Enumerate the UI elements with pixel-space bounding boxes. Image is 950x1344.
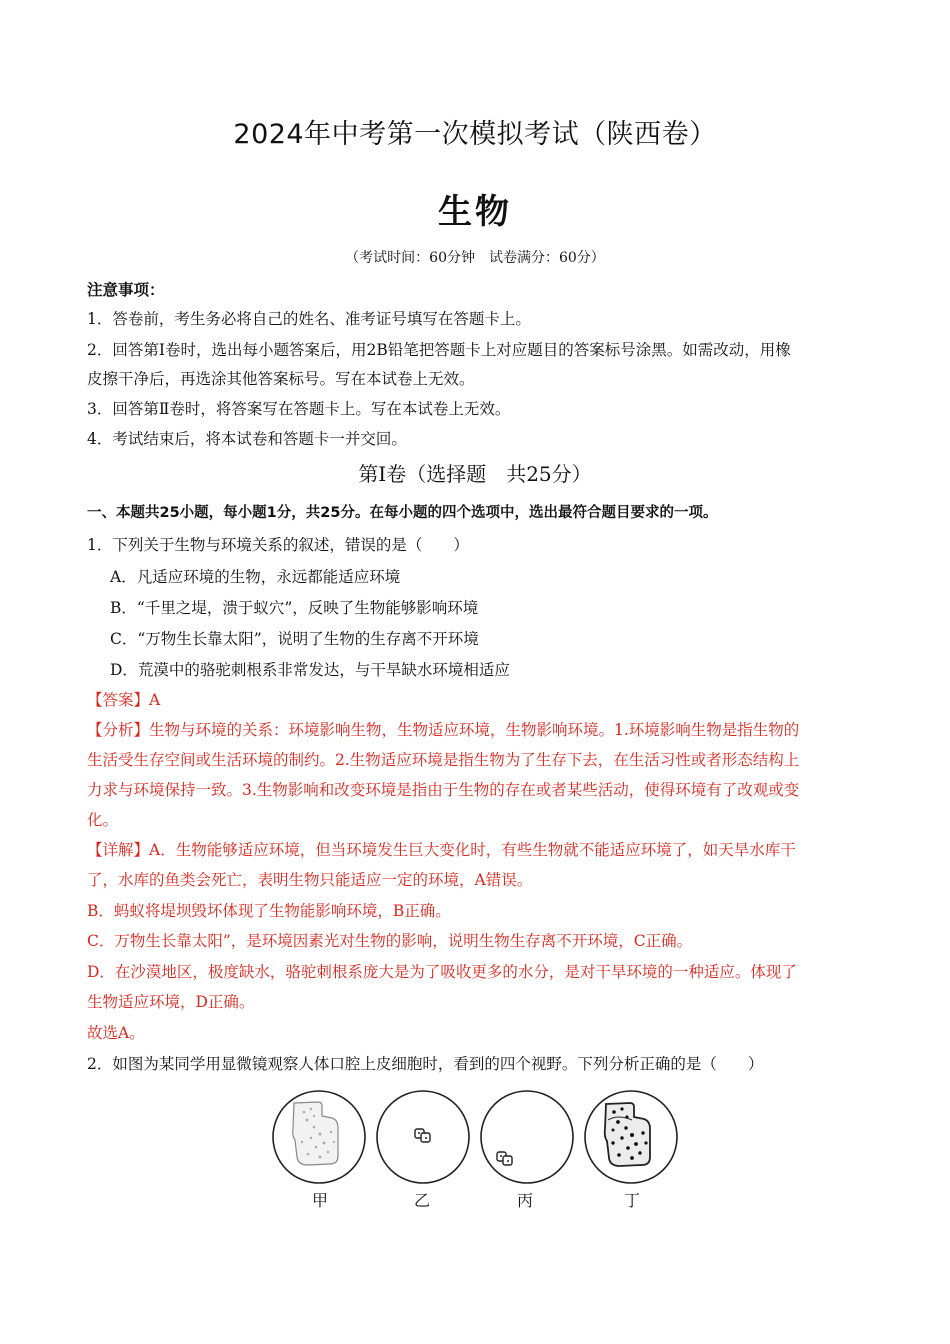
view-ding	[585, 1091, 677, 1183]
view-jia	[273, 1091, 365, 1183]
q1-detail-3: B．蚂蚁将堤坝毁坏体现了生物能影响环境，B正确。	[87, 902, 451, 920]
exam-info: （考试时间：60分钟 试卷满分：60分）	[345, 250, 605, 266]
notice-heading: 注意事项：	[87, 280, 165, 299]
q1-option-b: B．“千里之堤，溃于蚁穴”，反映了生物能够影响环境	[110, 599, 479, 617]
notice-line-1: 1．答卷前，考生务必将自己的姓名、准考证号填写在答题卡上。	[87, 310, 531, 328]
microscope-views-figure	[262, 1080, 692, 1190]
q1-option-c: C．“万物生长靠太阳”，说明了生物的生存离不开环境	[110, 630, 479, 648]
view-label-ding: 丁	[624, 1191, 641, 1210]
view-label-bing: 丙	[517, 1191, 534, 1210]
q1-detail-4: C．万物生长靠太阳”，是环境因素光对生物的影响，说明生物生存离不开环境，C正确。	[87, 932, 693, 950]
q1-conclusion: 故选A。	[87, 1024, 145, 1042]
q1-option-a: A．凡适应环境的生物，永远都能适应环境	[110, 568, 401, 586]
view-bing	[481, 1091, 573, 1183]
notice-line-4: 4．考试结束后，将本试卷和答题卡一并交回。	[87, 430, 407, 448]
q1-analysis-2: 生活受生存空间或生活环境的制约。2.生物适应环境是指生物为了生存下去，在生活习性或者形态结构上	[87, 751, 800, 769]
q1-analysis-4: 化。	[87, 811, 119, 829]
q1-detail-1: 【详解】A．生物能够适应环境，但当环境发生巨大变化时，有些生物就不能适应环境了，如天旱水库干	[87, 841, 796, 859]
q1-answer: 【答案】A	[87, 691, 161, 709]
q1-detail-2: 了，水库的鱼类会死亡，表明生物只能适应一定的环境，A错误。	[87, 871, 533, 889]
exam-title: 2024年中考第一次模拟考试（陕西卷）	[233, 119, 717, 150]
section-title: 第Ⅰ卷（选择题 共25分）	[358, 462, 592, 486]
q1-detail-5: D．在沙漠地区，极度缺水，骆驼刺根系庞大是为了吸收更多的水分，是对干旱环境的一种适应。体现了	[87, 963, 797, 981]
notice-line-3: 3．回答第Ⅱ卷时，将答案写在答题卡上。写在本试卷上无效。	[87, 400, 511, 418]
view-label-jia: 甲	[312, 1191, 329, 1210]
section-instruction: 一、本题共25小题，每小题1分，共25分。在每小题的四个选项中，选出最符合题目要求的一项。	[87, 505, 718, 521]
subject-title: 生物	[438, 192, 512, 232]
q1-analysis-1: 【分析】生物与环境的关系：环境影响生物，生物适应环境，生物影响环境。1.环境影响生物是指生物的	[87, 721, 800, 739]
q1-analysis-3: 力求与环境保持一致。3.生物影响和改变环境是指由于生物的存在或者某些活动，使得环境有了改观或变	[87, 781, 800, 799]
notice-line-2b: 皮擦干净后，再选涂其他答案标号。写在本试卷上无效。	[87, 370, 475, 388]
q1-option-d: D．荒漠中的骆驼刺根系非常发达，与干旱缺水环境相适应	[110, 661, 510, 679]
notice-line-2a: 2．回答第Ⅰ卷时，选出每小题答案后，用2B铅笔把答题卡上对应题目的答案标号涂黑。如需改动，用橡	[87, 341, 791, 359]
view-yi	[377, 1091, 469, 1183]
q1-detail-6: 生物适应环境，D正确。	[87, 993, 255, 1011]
q1-stem: 1．下列关于生物与环境关系的叙述，错误的是（ ）	[87, 536, 469, 554]
q2-stem: 2．如图为某同学用显微镜观察人体口腔上皮细胞时，看到的四个视野。下列分析正确的是（ ）	[87, 1055, 764, 1073]
view-label-yi: 乙	[414, 1191, 431, 1210]
